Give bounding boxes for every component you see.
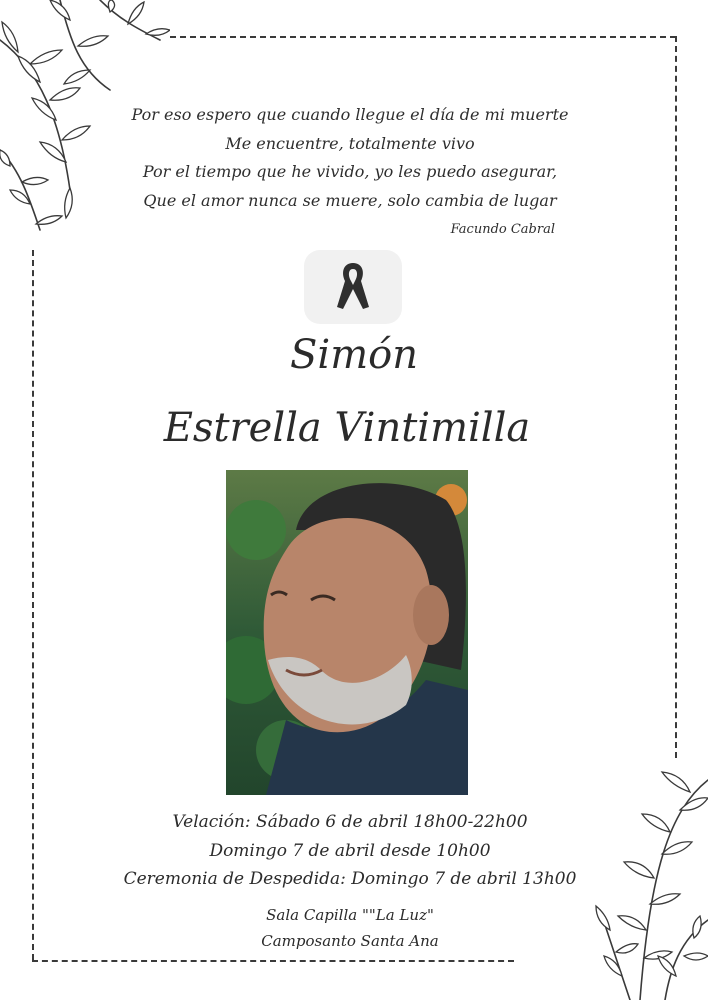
event-line: Velación: Sábado 6 de abril 18h00-22h00 xyxy=(172,812,528,832)
event-line: Domingo 7 de abril desde 10h00 xyxy=(209,840,491,861)
frame-border-top xyxy=(170,36,676,38)
ribbon-badge xyxy=(304,250,402,324)
deceased-first-name: Simón xyxy=(290,332,418,378)
event-details xyxy=(60,808,640,894)
poem-line: Me encuentre, totalmente vivo xyxy=(225,133,475,153)
location-cemetery: Camposanto Santa Ana xyxy=(261,932,439,950)
mourning-ribbon-icon xyxy=(335,259,371,315)
location-details xyxy=(150,902,550,954)
poem-author: Facundo Cabral xyxy=(450,222,555,237)
portrait-image xyxy=(226,470,468,795)
frame-border-bottom xyxy=(32,960,514,962)
deceased-last-name: Estrella Vintimilla xyxy=(163,405,531,451)
poem-line: Por eso espero que cuando llegue el día de mi muerte xyxy=(131,105,569,124)
poem xyxy=(100,101,600,215)
portrait-photo xyxy=(226,470,468,795)
poem-line: Por el tiempo que he vivido, yo les puedo asegurar, xyxy=(142,162,558,181)
poem-line: Que el amor nunca se muere, solo cambia de lugar xyxy=(143,190,557,210)
location-room: Sala Capilla ""La Luz" xyxy=(266,906,434,924)
frame-border-right xyxy=(675,36,677,758)
event-line: Ceremonia de Despedida: Domingo 7 de abril 13h00 xyxy=(123,869,577,889)
